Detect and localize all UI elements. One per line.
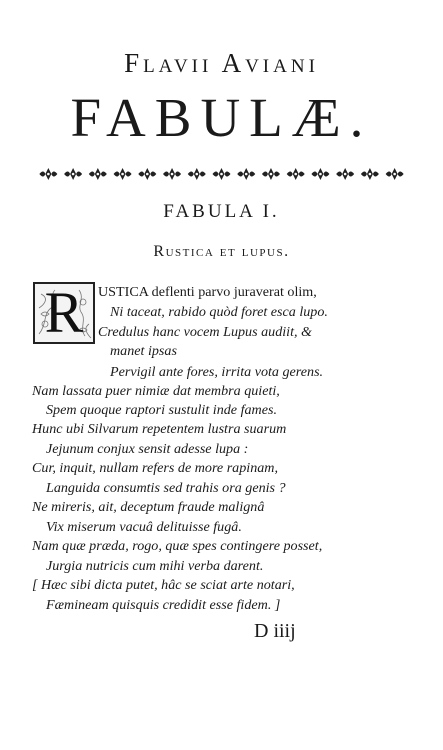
- decorated-initial: [33, 282, 95, 344]
- poem-line: Hunc ubi Silvarum repetentem lustra suarum: [32, 421, 287, 437]
- poem-line: Nam lassata puer nimiæ dat membra quieti,: [32, 383, 280, 399]
- poem-line: Ne mireris, ait, deceptum fraude malignâ: [32, 499, 265, 515]
- author-heading: Flavii Aviani: [124, 48, 319, 78]
- fleuron-icon: [336, 168, 354, 180]
- ornament-border: [36, 166, 407, 182]
- fleuron-icon: [386, 168, 404, 180]
- poem-line: Vix miserum vacuâ delituisse fugâ.: [46, 519, 242, 535]
- fleuron-icon: [311, 168, 329, 180]
- poem-line: Pervigil ante fores, irrita vota gerens.: [110, 364, 324, 380]
- poem-line: USTICA deflenti parvo juraverat olim,: [98, 284, 317, 300]
- poem-line: [ Hæc sibi dicta putet, hâc se sciat arte notari,: [32, 577, 295, 593]
- fleuron-icon: [114, 168, 132, 180]
- fleuron-icon: [89, 168, 107, 180]
- fleuron-icon: [64, 168, 82, 180]
- poem-line: Jejunum conjux sensit adesse lupa :: [46, 441, 249, 457]
- fable-subtitle: Rustica et lupus.: [153, 243, 290, 260]
- poem-line: Languida consumtis sed trahis ora genis ?: [46, 480, 286, 496]
- fleuron-icon: [163, 168, 181, 180]
- fleuron-icon: [287, 168, 305, 180]
- fleuron-icon: [213, 168, 231, 180]
- poem-line: Ni taceat, rabido quòd foret esca lupo.: [110, 304, 328, 320]
- initial-letter: R: [44, 280, 84, 345]
- poem-line: Credulus hanc vocem Lupus audiit, &: [98, 324, 313, 340]
- fleuron-icon: [138, 168, 156, 180]
- poem-line: Spem quoque raptori sustulit inde fames.: [46, 402, 277, 418]
- poem-line: Fæmineam quisquis credidit esse fidem. ]: [46, 597, 281, 613]
- book-title: FABULÆ.: [70, 87, 373, 148]
- fleuron-icon: [237, 168, 255, 180]
- fleuron-icon: [188, 168, 206, 180]
- fleuron-icon: [39, 168, 57, 180]
- fleuron-icon: [361, 168, 379, 180]
- fable-number: FABULA I.: [163, 201, 280, 222]
- poem-line: manet ipsas: [110, 343, 177, 359]
- fleuron-icon: [262, 168, 280, 180]
- poem-line: Nam quæ præda, rogo, quæ spes contingere posset,: [32, 538, 323, 554]
- signature-mark: D iiij: [254, 620, 296, 642]
- poem-line: Jurgia nutricis cum mihi verba darent.: [46, 558, 264, 574]
- poem-line: Cur, inquit, nullam refers de more rapinam,: [32, 460, 278, 476]
